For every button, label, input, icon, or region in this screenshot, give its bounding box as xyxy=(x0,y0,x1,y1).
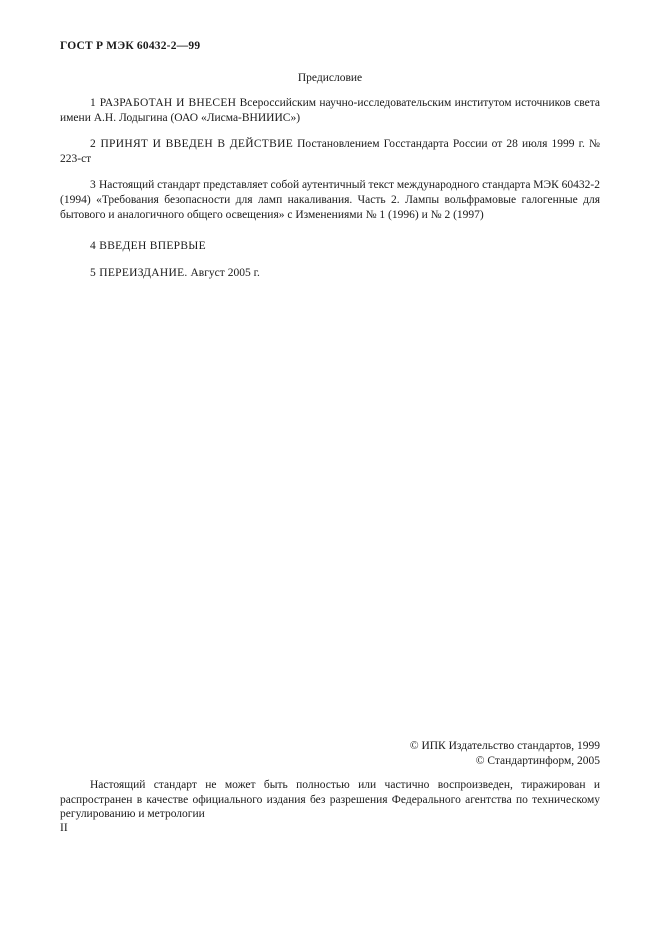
preface-item-3 xyxy=(60,178,600,223)
preface-item-5-lead: 5 ПЕРЕИЗДАНИЕ. xyxy=(90,267,188,279)
preface-item-3-text: Настоящий стандарт представляет собой аутентичный текст международного стандарта МЭК 60432-2 (1994) «Требования безопасности для ламп накаливания. Часть 2. Лампы вольфрамовые галогенные для бытового и аналогичного общего освещения» с Изменениями № 1 (1996) и № 2 (1997) xyxy=(60,179,600,221)
copyright-line-2: © Стандартинформ, 2005 xyxy=(475,755,600,767)
preface-item-3-lead: 3 xyxy=(90,179,97,191)
preface-item-1 xyxy=(60,96,600,126)
preface-item-2-lead: 2 ПРИНЯТ И ВВЕДЕН В ДЕЙСТВИЕ xyxy=(90,138,294,150)
preface-title: Предисловие xyxy=(297,72,363,84)
preface-item-2-text: Постановлением Госстандарта России от 28 июля 1999 г. № 223-ст xyxy=(60,138,600,165)
preface-item-1-text: Всероссийским научно-исследовательским институтом источников света имени А.Н. Лодыгина (ОАО «Лисма-ВНИИИС») xyxy=(60,97,600,124)
page-number: II xyxy=(60,822,68,834)
reproduction-notice: Настоящий стандарт не может быть полностью или частично воспроизведен, тиражирован и распространен в качестве официального издания без разрешения Федерального агентства по техническому регулированию и метрологии xyxy=(60,779,600,820)
standard-code: ГОСТ Р МЭК 60432-2—99 xyxy=(60,40,201,52)
preface-item-4 xyxy=(60,239,600,254)
preface-item-1-lead: 1 РАЗРАБОТАН И ВНЕСЕН xyxy=(90,97,237,109)
preface-item-5-text: Август 2005 г. xyxy=(187,267,260,279)
preface-item-2 xyxy=(60,137,600,167)
preface-item-4-lead: 4 ВВЕДЕН ВПЕРВЫЕ xyxy=(90,240,206,252)
copyright-line-1: © ИПК Издательство стандартов, 1999 xyxy=(409,740,600,752)
preface-item-5 xyxy=(60,266,600,281)
copyright-block xyxy=(410,739,600,769)
